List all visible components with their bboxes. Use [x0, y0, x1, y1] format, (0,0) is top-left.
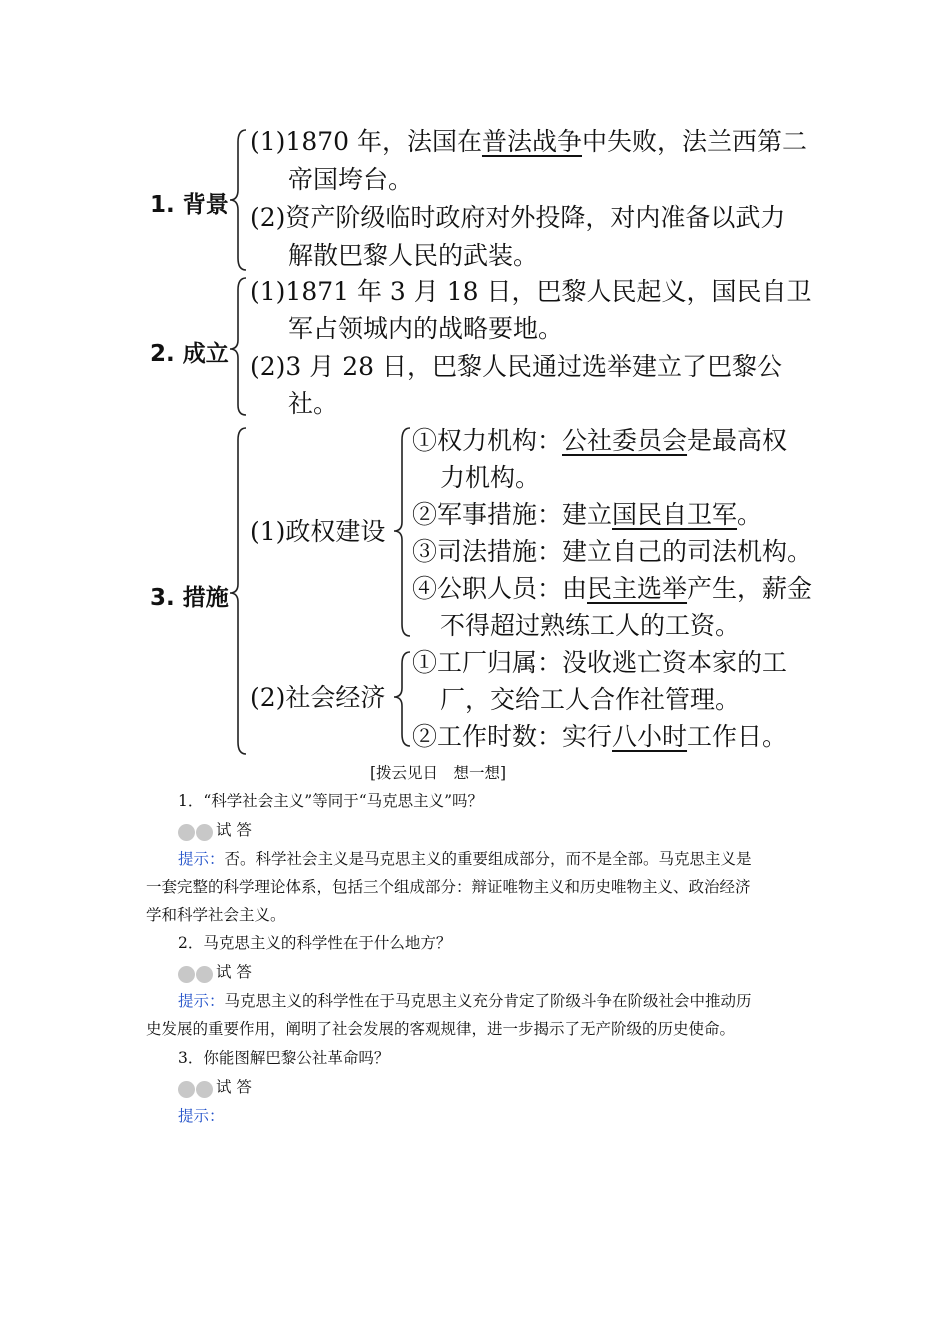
answer-dots-icon	[178, 960, 214, 986]
s3-a3: ②军事措施：建立国民自卫军。	[412, 500, 763, 529]
try-answer-2[interactable]: 试 答	[178, 959, 252, 986]
question-2: 2．马克思主义的科学性在于什么地方？	[178, 934, 452, 952]
try-answer-1[interactable]: 试 答	[178, 817, 252, 844]
s2-line2: 军占领城内的战略要地。	[288, 314, 564, 343]
s3-a5: ④公职人员：由民主选举产生，薪金	[412, 574, 813, 603]
section-label-measures: 3. 措施	[150, 585, 229, 611]
answer-1-line3: 学和科学社会主义。	[146, 906, 286, 924]
s3-b2: 厂，交给工人合作社管理。	[440, 685, 741, 714]
hint-label: 提示：	[178, 850, 225, 868]
try-answer-3[interactable]: 试 答	[178, 1074, 252, 1101]
s1-line3: (2)资产阶级临时政府对外投降，对内准备以武力	[250, 203, 786, 232]
s3-b1: ①工厂归属：没收逃亡资本家的工	[412, 648, 788, 677]
s3-a4: ③司法措施：建立自己的司法机构。	[412, 537, 813, 566]
answer-2-line1: 提示：马克思主义的科学性在于马克思主义充分肯定了阶级斗争在阶级社会中推动历	[178, 992, 752, 1010]
s1-line1: (1)1870 年，法国在普法战争中失败，法兰西第二	[250, 127, 808, 156]
s2-line1: (1)1871 年 3 月 18 日，巴黎人民起义，国民自卫	[250, 277, 812, 306]
answer-dots-icon	[178, 1075, 214, 1101]
subsection-political: (1)政权建设	[250, 517, 386, 546]
s1-line4: 解散巴黎人民的武装。	[288, 241, 539, 270]
subsection-economic: (2)社会经济	[250, 683, 386, 712]
s1-line2: 帝国垮台。	[288, 165, 414, 194]
s2-line4: 社。	[288, 389, 339, 418]
question-1: 1．“科学社会主义”等同于“马克思主义”吗？	[178, 792, 484, 810]
answer-1-line1: 提示：否。科学社会主义是马克思主义的重要组成部分，而不是全部。马克思主义是	[178, 850, 752, 868]
s3-a6: 不得超过熟练工人的工资。	[440, 611, 741, 640]
section-label-background: 1. 背景	[150, 192, 229, 218]
s3-a2: 力机构。	[440, 463, 541, 492]
hint-label: 提示：	[178, 992, 225, 1010]
s3-b3: ②工作时数：实行八小时工作日。	[412, 722, 788, 751]
section-title: [拨云见日 想一想]	[370, 764, 507, 782]
answer-dots-icon	[178, 818, 214, 844]
answer-2-line2: 史发展的重要作用，阐明了社会发展的客观规律，进一步揭示了无产阶级的历史使命。	[146, 1020, 736, 1038]
s3-a1: ①权力机构：公社委员会是最高权	[412, 426, 788, 455]
hint-label-3: 提示：	[178, 1107, 225, 1125]
s2-line3: (2)3 月 28 日，巴黎人民通过选举建立了巴黎公	[250, 352, 782, 381]
question-3: 3．你能图解巴黎公社革命吗？	[178, 1049, 390, 1067]
section-label-establishment: 2. 成立	[150, 341, 229, 367]
answer-1-line2: 一套完整的科学理论体系，包括三个组成部分：辩证唯物主义和历史唯物主义、政治经济	[146, 878, 751, 896]
